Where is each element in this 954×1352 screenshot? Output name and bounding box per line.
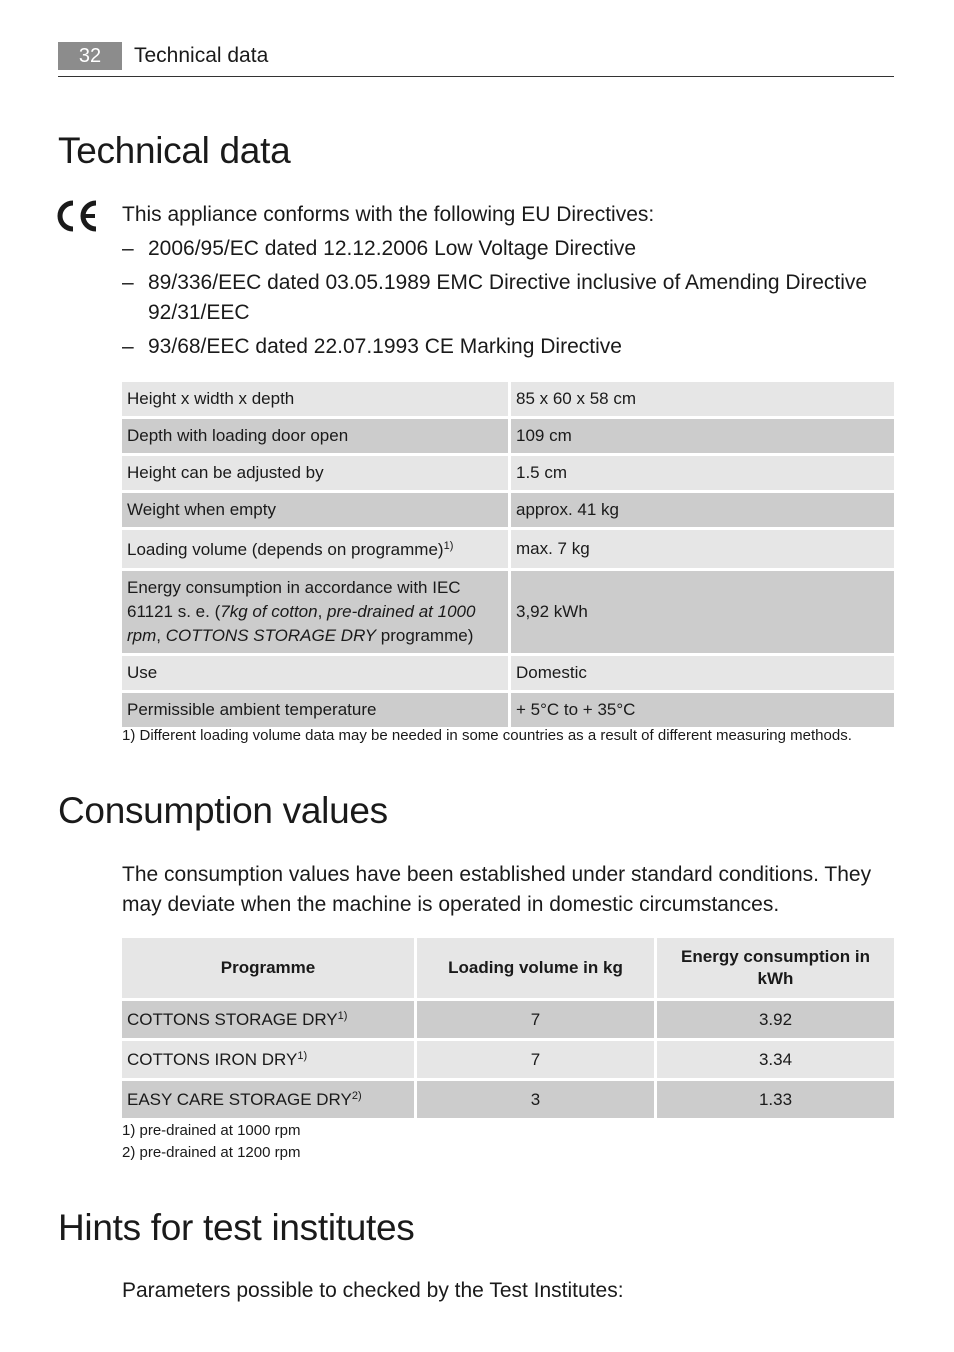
table-row (122, 1040, 894, 1080)
spec-value: 85 x 60 x 58 cm (510, 382, 895, 418)
directives-list (122, 234, 892, 366)
column-header: Programme (122, 938, 416, 1000)
energy-cell: 3.92 (656, 1000, 895, 1040)
consumption-intro: The consumption values have been established under standard conditions. They may deviate when the machine is operated in domestic circumstances. (122, 863, 872, 916)
consumption-footnote-2: 2) pre-drained at 1200 rpm (122, 1144, 301, 1161)
ce-mark-icon (56, 199, 100, 233)
directives-intro: This appliance conforms with the following EU Directives: (122, 203, 655, 226)
spec-label: Use (122, 655, 510, 692)
list-dash: – (122, 237, 134, 260)
list-dash: – (122, 271, 134, 294)
header-section-title: Technical data (134, 44, 269, 67)
label-part: , (156, 626, 166, 645)
table-row (122, 418, 894, 455)
footnote-ref: 1) (337, 1009, 348, 1022)
table-row (122, 382, 894, 418)
directive-text: 93/68/EEC dated 22.07.1993 CE Marking Directive (148, 335, 622, 358)
column-header: Loading volume in kg (416, 938, 656, 1000)
table-row (122, 1000, 894, 1040)
spec-value: 1.5 cm (510, 455, 895, 492)
label-part-italic: pre-drained at 1000 rpm (127, 602, 476, 645)
label-part-italic: COTTONS STORAGE DRY (165, 626, 377, 645)
footnote-ref: 2) (351, 1089, 362, 1102)
column-header: Energy consumption in kWh (656, 938, 895, 1000)
table-row (122, 529, 894, 570)
technical-data-footnote: 1) Different loading volume data may be needed in some countries as a result of different measuring methods. (122, 727, 852, 744)
spec-label: Depth with loading door open (122, 418, 510, 455)
spec-label: Height x width x depth (122, 382, 510, 418)
directive-text: 2006/95/EC dated 12.12.2006 Low Voltage Directive (148, 237, 637, 260)
page-header (58, 42, 894, 77)
consumption-table (122, 938, 894, 1121)
label-part: , (317, 602, 328, 621)
directive-item (122, 332, 892, 362)
spec-value: approx. 41 kg (510, 492, 895, 529)
table-row (122, 570, 894, 655)
energy-cell: 1.33 (656, 1080, 895, 1120)
label-part: Energy consumption in accordance with IEC 61121 s. e. ( (127, 578, 461, 621)
table-row (122, 692, 894, 729)
directive-item (122, 268, 892, 328)
hints-intro: Parameters possible to checked by the Test Institutes: (122, 1279, 624, 1302)
directive-item (122, 234, 892, 264)
technical-data-heading: Technical data (58, 130, 291, 171)
table-row (122, 492, 894, 529)
list-dash: – (122, 335, 134, 358)
footnote-ref: 1) (443, 540, 454, 552)
label-part: programme) (376, 626, 474, 645)
spec-label (122, 570, 510, 655)
programme-cell (122, 1000, 416, 1040)
programme-name: EASY CARE STORAGE DRY (127, 1089, 352, 1109)
table-row (122, 455, 894, 492)
programme-cell (122, 1080, 416, 1120)
programme-cell (122, 1040, 416, 1080)
spec-label (122, 529, 510, 570)
table-row (122, 655, 894, 692)
technical-data-table (122, 382, 894, 730)
page-number: 32 (58, 42, 122, 70)
consumption-heading: Consumption values (58, 790, 388, 831)
consumption-footnote-1: 1) pre-drained at 1000 rpm (122, 1122, 301, 1139)
spec-value: 3,92 kWh (510, 570, 895, 655)
table-row (122, 1080, 894, 1120)
table-header-row (122, 938, 894, 1000)
footnote-ref: 1) (297, 1049, 308, 1062)
hints-heading: Hints for test institutes (58, 1207, 415, 1248)
spec-label: Weight when empty (122, 492, 510, 529)
spec-value: 109 cm (510, 418, 895, 455)
spec-value: + 5°C to + 35°C (510, 692, 895, 729)
spec-value: Domestic (510, 655, 895, 692)
spec-label-text: Loading volume (depends on programme) (127, 540, 444, 559)
label-part-italic: 7kg of cotton (220, 602, 318, 621)
load-cell: 7 (416, 1000, 656, 1040)
load-cell: 3 (416, 1080, 656, 1120)
spec-value: max. 7 kg (510, 529, 895, 570)
directive-text: 89/336/EEC dated 03.05.1989 EMC Directive inclusive of Amending Directive 92/31/EEC (148, 271, 868, 324)
spec-label: Permissible ambient temperature (122, 692, 510, 729)
load-cell: 7 (416, 1040, 656, 1080)
programme-name: COTTONS IRON DRY (127, 1049, 298, 1069)
spec-label: Height can be adjusted by (122, 455, 510, 492)
programme-name: COTTONS STORAGE DRY (127, 1009, 338, 1029)
energy-cell: 3.34 (656, 1040, 895, 1080)
